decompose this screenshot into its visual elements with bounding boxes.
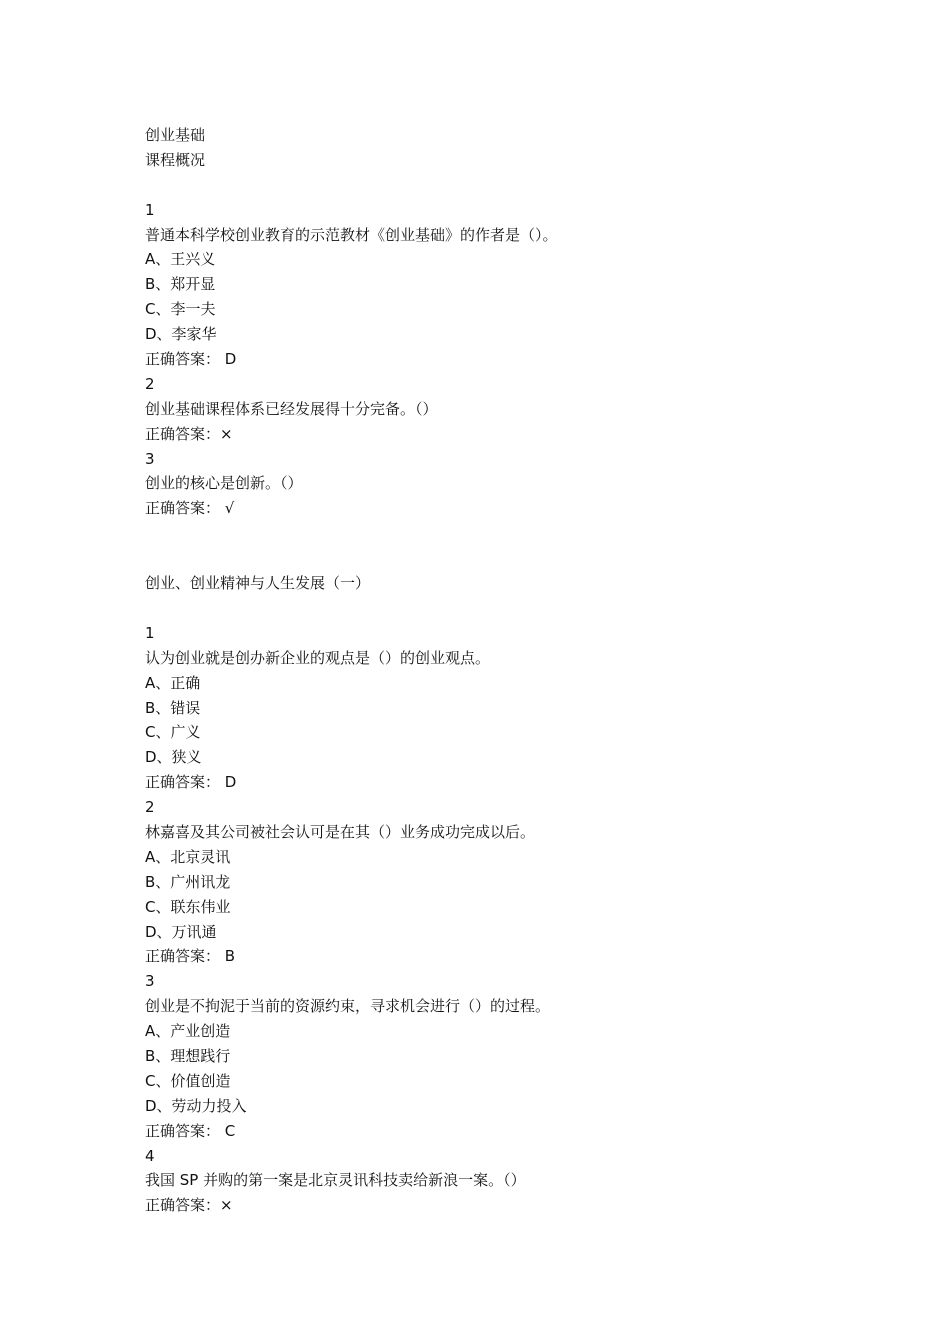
- question-number: 2: [145, 374, 155, 393]
- correct-answer: 正确答案： D: [145, 773, 237, 792]
- document-subtitle: 课程概况: [145, 150, 206, 169]
- question-block: [145, 447, 865, 522]
- option-a: A、北京灵讯: [145, 847, 231, 866]
- question-number: 2: [145, 798, 155, 817]
- option-b: B、郑开显: [145, 275, 216, 294]
- question-text: 创业的核心是创新。（）: [145, 474, 303, 493]
- option-c: C、李一夫: [145, 300, 216, 319]
- question-number: 1: [145, 200, 155, 219]
- question-text: 认为创业就是创办新企业的观点是（）的创业观点。: [145, 648, 491, 667]
- option-d: D、万讯通: [145, 922, 217, 941]
- correct-answer: 正确答案： B: [145, 947, 236, 966]
- option-c: C、广义: [145, 723, 201, 742]
- question-block: [145, 969, 865, 1143]
- option-b: B、广州讯龙: [145, 872, 231, 891]
- question-block: [145, 795, 865, 969]
- question-text: 创业基础课程体系已经发展得十分完备。（）: [145, 399, 438, 418]
- correct-answer: 正确答案：×: [145, 424, 233, 443]
- question-number: 3: [145, 972, 155, 991]
- correct-answer: 正确答案：×: [145, 1196, 233, 1215]
- document-page: [145, 123, 865, 1218]
- option-c: C、价值创造: [145, 1071, 231, 1090]
- option-b: B、错误: [145, 698, 201, 717]
- question-text: 普通本科学校创业教育的示范教材《创业基础》的作者是（）。: [145, 225, 558, 244]
- question-block: [145, 372, 865, 447]
- option-d: D、李家华: [145, 325, 217, 344]
- option-a: A、王兴义: [145, 250, 216, 269]
- question-text: 我国 SP 并购的第一案是北京灵讯科技卖给新浪一案。（）: [145, 1171, 526, 1190]
- question-text: 创业是不拘泥于当前的资源约束，寻求机会进行（）的过程。: [145, 997, 551, 1016]
- question-number: 1: [145, 623, 155, 642]
- question-block: [145, 621, 865, 795]
- question-number: 4: [145, 1146, 155, 1165]
- option-a: A、正确: [145, 673, 201, 692]
- correct-answer: 正确答案： C: [145, 1121, 236, 1140]
- option-c: C、联东伟业: [145, 897, 231, 916]
- question-block: [145, 1144, 865, 1219]
- option-b: B、理想践行: [145, 1046, 231, 1065]
- section-title: 创业、创业精神与人生发展（一）: [145, 574, 371, 593]
- document-title: 创业基础: [145, 126, 206, 144]
- correct-answer: 正确答案： D: [145, 350, 237, 369]
- option-a: A、产业创造: [145, 1022, 231, 1041]
- option-d: D、狭义: [145, 748, 202, 767]
- question-number: 3: [145, 449, 155, 468]
- correct-answer: 正确答案： √: [145, 499, 235, 518]
- question-text: 林嘉喜及其公司被社会认可是在其（）业务成功完成以后。: [145, 822, 536, 841]
- option-d: D、劳动力投入: [145, 1096, 247, 1115]
- question-block: [145, 198, 865, 372]
